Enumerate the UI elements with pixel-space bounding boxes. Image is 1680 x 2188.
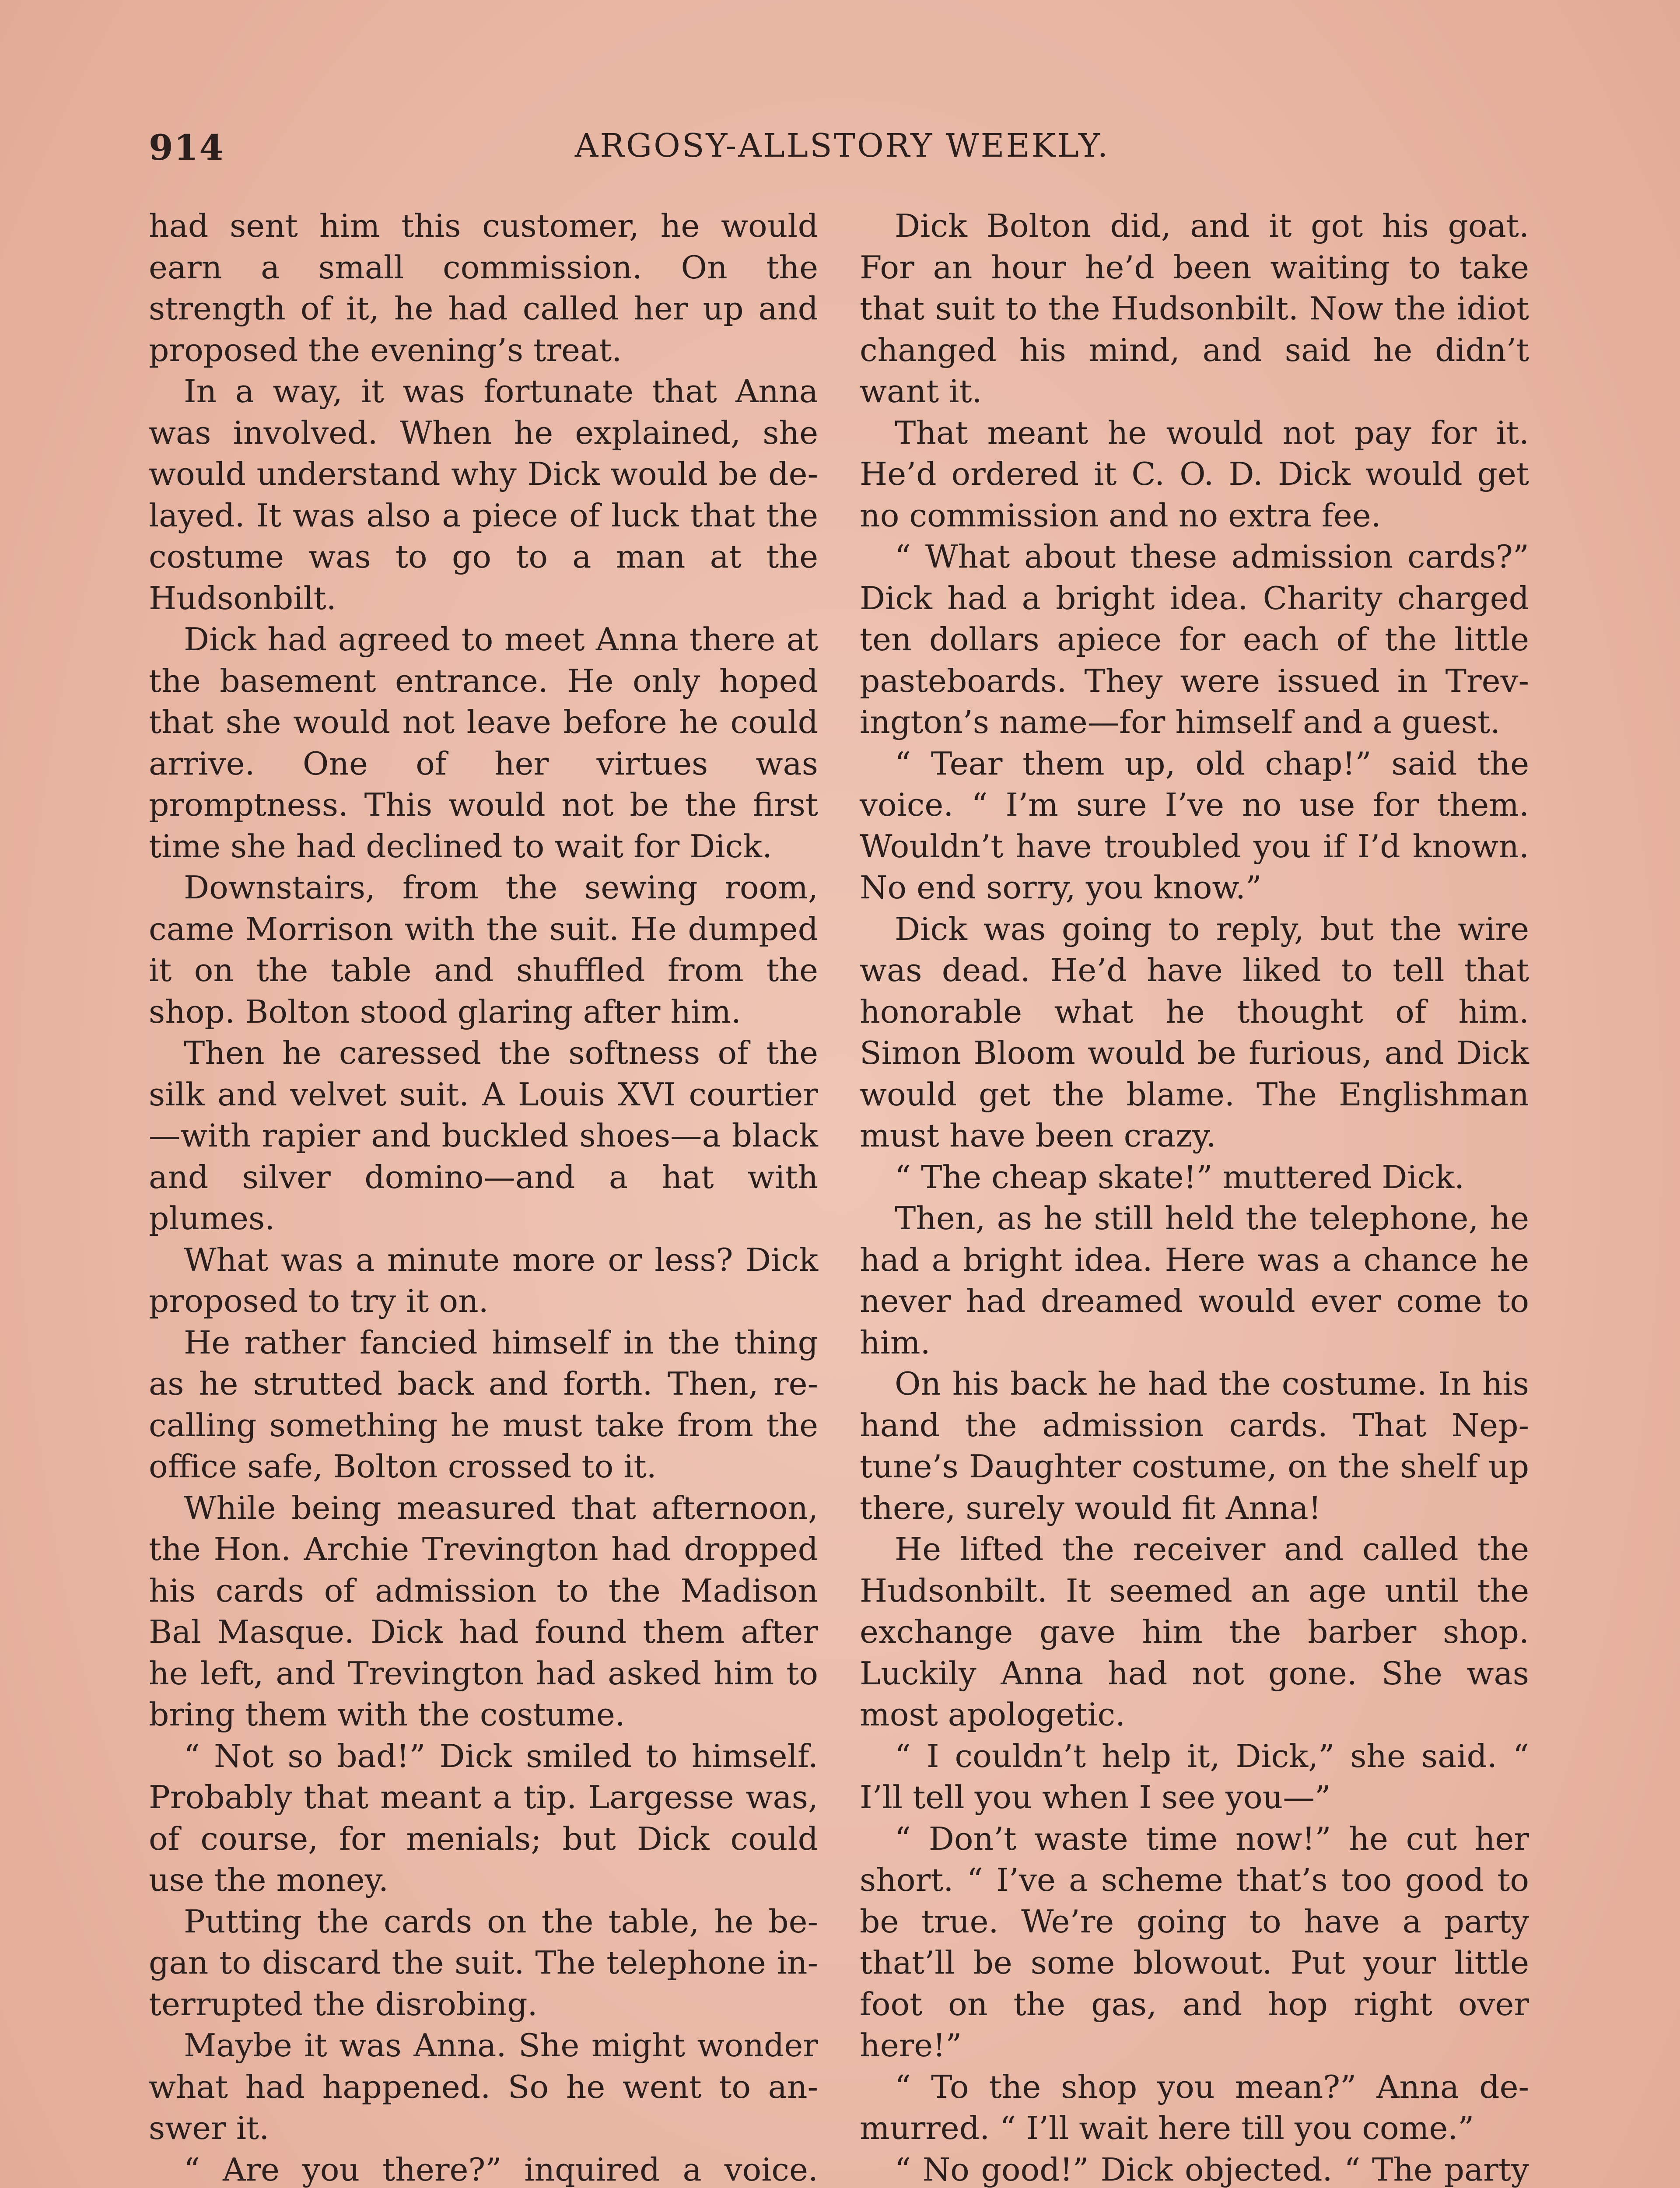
- paragraph: That meant he would not pay for it. He’d ordered it C. O. D. Dick would get no commission and no extra fee.: [860, 414, 1529, 534]
- paragraph: In a way, it was fortunate that Anna was involved. When he explained, she would understand why Dick would be delayed. It was also a piece of luck that the costume was to go to a man at the Hudsonbilt.: [149, 373, 818, 617]
- paragraph: Then he caressed the softness of the silk and velvet suit. A Louis XVI courtier—with rapier and buckled shoes—a black and silver domino—and a hat with plumes.: [149, 1035, 818, 1237]
- paragraph: “ I couldn’t help it, Dick,” she said. “ I’ll tell you when I see you—”: [860, 1738, 1529, 1816]
- paragraph: “ Tear them up, old chap!” said the voice. “ I’m sure I’ve no use for them. Wouldn’t have troubled you if I’d known. No end sorry, you know.”: [860, 745, 1529, 906]
- paragraph: Dick had agreed to meet Anna there at the basement entrance. He only hoped that she would not leave before he could arrive. One of her virtues was promptness. This would not be the first time she had declined to wait for Dick.: [149, 621, 818, 865]
- paragraph: Downstairs, from the sewing room, came Morrison with the suit. He dumped it on the table and shuffled from the shop. Bolton stood glaring after him.: [149, 870, 818, 1031]
- paragraph: “ Not so bad!” Dick smiled to himself. Probably that meant a tip. Largesse was, of course, for menials; but Dick could use the money.: [149, 1738, 818, 1899]
- paragraph: Then, as he still held the telephone, he had a bright idea. Here was a chance he never had dreamed would ever come to him.: [860, 1200, 1529, 1361]
- paragraph: Dick Bolton did, and it got his goat. For an hour he’d been waiting to take that suit to the Hudsonbilt. Now the idiot changed his mind, and said he didn’t want it.: [860, 208, 1529, 410]
- page-header: [149, 127, 1536, 179]
- paragraph: Putting the cards on the table, he began to discard the suit. The telephone interrupted the disrobing.: [149, 1903, 818, 2023]
- paragraph: He lifted the receiver and called the Hudsonbilt. It seemed an age until the exchange gave him the barber shop. Luckily Anna had not gone. She was most apologetic.: [860, 1531, 1529, 1733]
- paragraph: What was a minute more or less? Dick proposed to try it on.: [149, 1241, 818, 1320]
- paragraph: He rather fancied himself in the thing as he strutted back and forth. Then, recalling something he must take from the office safe, Bolton crossed to it.: [149, 1324, 818, 1485]
- paragraph: “ Don’t waste time now!” he cut her short. “ I’ve a scheme that’s too good to be true. We’re going to have a party that’ll be some blowout. Put your little foot on the gas, and hop right over here!”: [860, 1820, 1529, 2064]
- left-column: [149, 206, 818, 2188]
- paragraph: While being measured that afternoon, the Hon. Archie Trevington had dropped his cards of admission to the Madison Bal Masque. Dick had found them after he left, and Trevington had asked him to bring them with the costume.: [149, 1490, 818, 1733]
- paragraph: “ Are you there?” inquired a voice.: [184, 2151, 818, 2188]
- paragraph: “ The cheap skate!” muttered Dick.: [895, 1159, 1465, 1196]
- paragraph: “ No good!” Dick objected. “ The party: [895, 2151, 1529, 2188]
- right-column: [860, 206, 1529, 2188]
- running-head: ARGOSY-ALLSTORY WEEKLY.: [574, 127, 1110, 165]
- paragraph: Maybe it was Anna. She might wonder what had happened. So he went to answer it.: [149, 2027, 818, 2147]
- paragraph: “ What about these admission cards?” Dick had a bright idea. Charity charged ten dollars apiece for each of the little pasteboards. They were issued in Trevington’s name—for himself and a guest.: [860, 539, 1529, 741]
- paragraph: had sent him this customer, he would earn a small commission. On the strength of it, he had called her up and proposed the evening’s treat.: [149, 208, 818, 369]
- paragraph: On his back he had the costume. In his hand the admission cards. That Neptune’s Daughter costume, on the shelf up there, surely would fit Anna!: [860, 1366, 1529, 1527]
- paragraph: “ To the shop you mean?” Anna demurred. “ I’ll wait here till you come.”: [860, 2069, 1529, 2147]
- paragraph: Dick was going to reply, but the wire was dead. He’d have liked to tell that honorable what he thought of him. Simon Bloom would be furious, and Dick would get the blame. The Englishman must have been crazy.: [860, 911, 1529, 1154]
- page-number: 914: [149, 127, 224, 168]
